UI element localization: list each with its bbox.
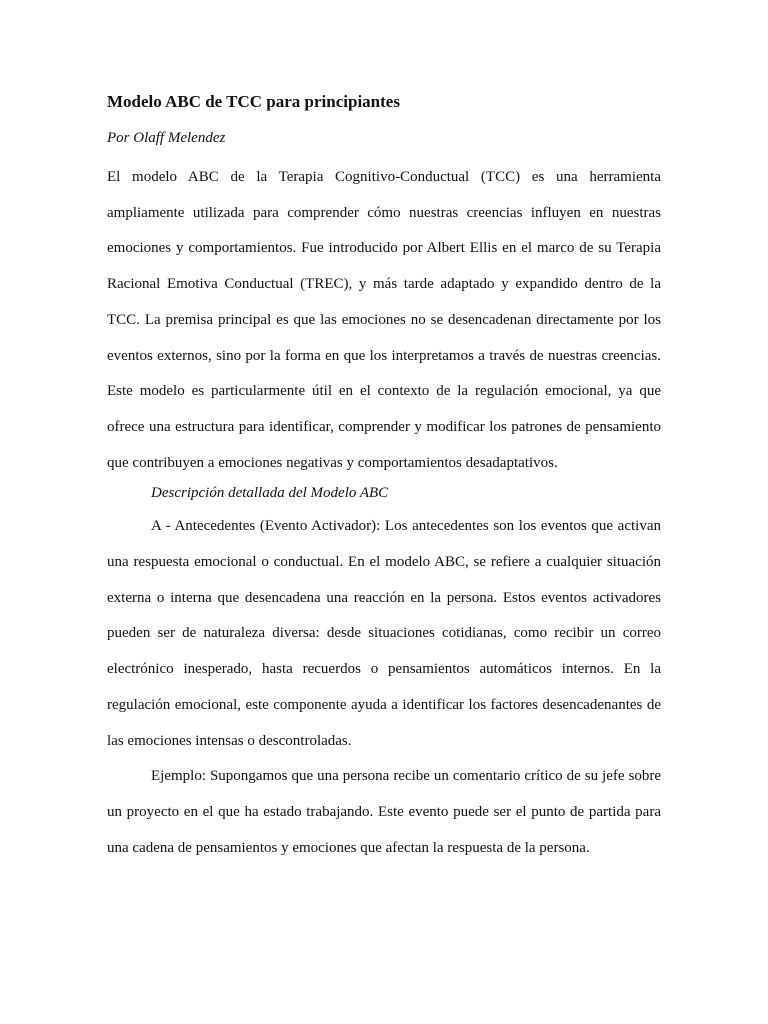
section-heading: Descripción detallada del Modelo ABC xyxy=(151,485,389,502)
document-author: Por Olaff Melendez xyxy=(107,130,226,146)
document-page xyxy=(107,88,661,866)
intro-paragraph: El modelo ABC de la Terapia Cognitivo-Conductual (TCC) es una herramienta ampliamente utilizada para comprender cómo nuestras creencias influyen en nuestras emociones y comportamientos. Fue introducido por Albert Ellis en el marco de su Terapia Racional Emotiva Conductual (TREC), y más tarde adaptado y expandido dentro de la TCC. La premisa principal es que las emociones no se desencadenan directamente por los eventos externos, sino por la forma en que los interpretamos a través de nuestras creencias. Este modelo es particularmente útil en el contexto de la regulación emocional, ya que ofrece una estructura para identificar, comprender y modificar los patrones de pensamiento que contribuyen a emociones negativas y comportamientos desadaptativos. xyxy=(107,169,661,471)
ejemplo-paragraph: Ejemplo: Supongamos que una persona recibe un comentario crítico de su jefe sobre un proyecto en el que ha estado trabajando. Este evento puede ser el punto de partida para una cadena de pensamientos y emociones que afectan la respuesta de la persona. xyxy=(107,768,661,856)
antecedentes-paragraph: A - Antecedentes (Evento Activador): Los antecedentes son los eventos que activan una respuesta emocional o conductual. En el modelo ABC, se refiere a cualquier situación externa o interna que desencadena una reacción en la persona. Estos eventos activadores pueden ser de naturaleza diversa: desde situaciones cotidianas, como recibir un correo electrónico inesperado, hasta recuerdos o pensamientos automáticos internos. En la regulación emocional, este componente ayuda a identificar los factores desencadenantes de las emociones intensas o descontroladas. xyxy=(107,518,661,749)
document-title: Modelo ABC de TCC para principiantes xyxy=(107,92,400,111)
